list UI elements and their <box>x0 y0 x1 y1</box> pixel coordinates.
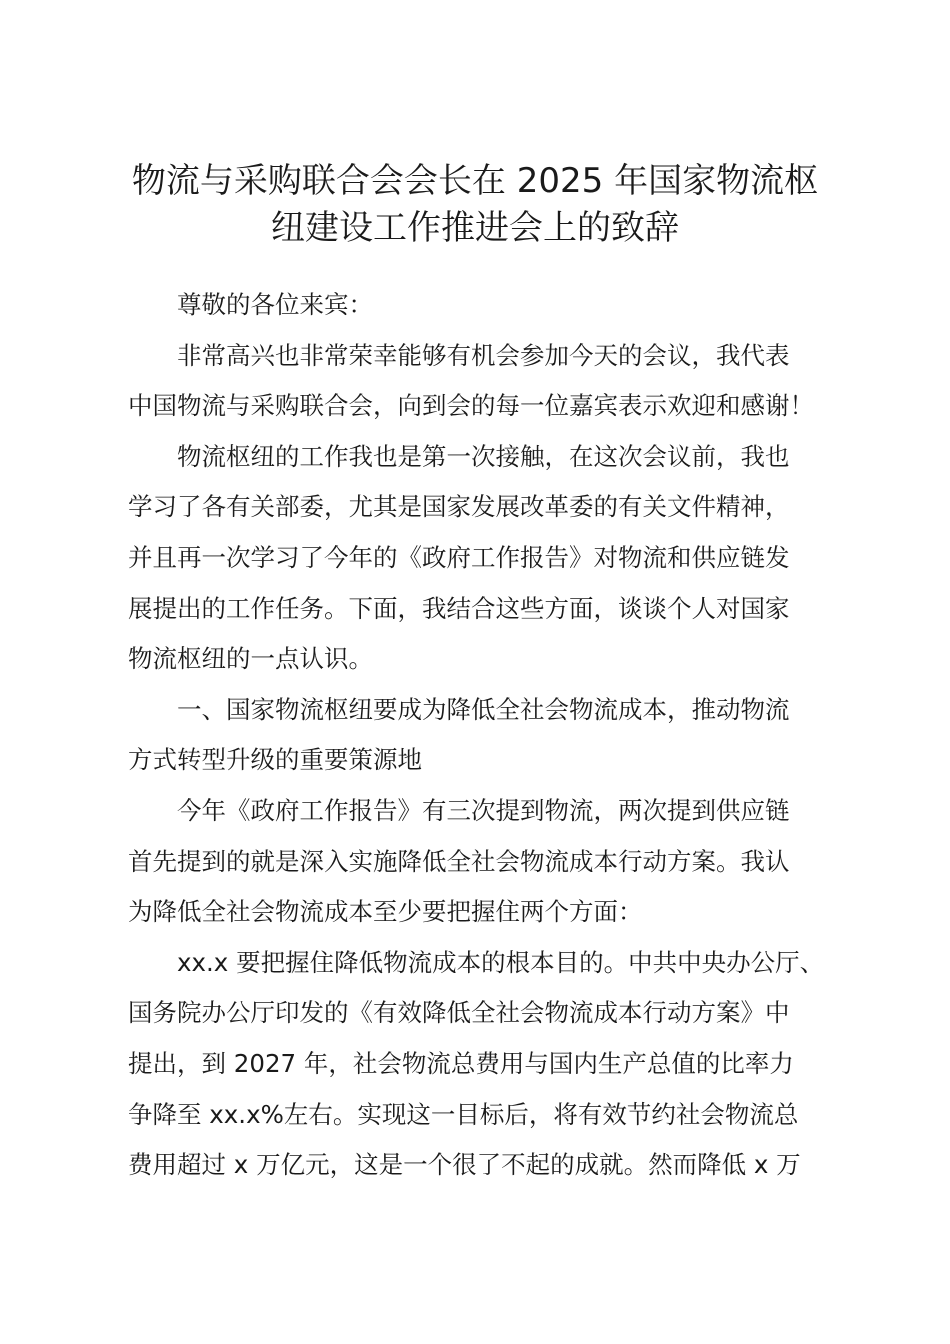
paragraph-line: 并且再一次学习了今年的《政府工作报告》对物流和供应链发 <box>128 542 790 572</box>
paragraph-line: 物流枢纽的工作我也是第一次接触，在这次会议前，我也 <box>177 441 790 471</box>
paragraph-line: 学习了各有关部委，尤其是国家发展改革委的有关文件精神， <box>128 492 790 522</box>
paragraph-line: 中国物流与采购联合会，向到会的每一位嘉宾表示欢迎和感谢！ <box>128 391 814 421</box>
paragraph-line: 提出，到 2027 年，社会物流总费用与国内生产总值的比率力 <box>128 1048 794 1078</box>
document-body <box>128 280 830 1191</box>
salutation: 尊敬的各位来宾： <box>177 290 373 319</box>
paragraph-line: 今年《政府工作报告》有三次提到物流，两次提到供应链 <box>177 795 790 825</box>
paragraph-line: 首先提到的就是深入实施降低全社会物流成本行动方案。我认 <box>128 846 790 876</box>
paragraph-line: 为降低全社会物流成本至少要把握住两个方面： <box>128 897 643 927</box>
paragraph-line: xx.x 要把握住降低物流成本的根本目的。中共中央办公厅、 <box>177 947 825 977</box>
paragraph-line: 国务院办公厅印发的《有效降低全社会物流成本行动方案》中 <box>128 998 790 1028</box>
section-heading-line: 方式转型升级的重要策源地 <box>128 745 422 775</box>
paragraph-line: 非常高兴也非常荣幸能够有机会参加今天的会议，我代表 <box>177 340 790 370</box>
section-heading-line: 一、国家物流枢纽要成为降低全社会物流成本，推动物流 <box>177 694 790 724</box>
paragraph-line: 费用超过 x 万亿元，这是一个很了不起的成就。然而降低 x 万 <box>128 1150 801 1180</box>
paragraph-line: 展提出的工作任务。下面，我结合这些方面，谈谈个人对国家 <box>128 593 790 623</box>
paragraph-line: 争降至 xx.x%左右。实现这一目标后，将有效节约社会物流总 <box>128 1099 799 1129</box>
title-line-1: 物流与采购联合会会长在 2025 年国家物流枢 <box>131 161 819 201</box>
document-title <box>120 158 830 252</box>
title-line-2: 纽建设工作推进会上的致辞 <box>271 208 679 248</box>
paragraph-line: 物流枢纽的一点认识。 <box>128 644 373 674</box>
